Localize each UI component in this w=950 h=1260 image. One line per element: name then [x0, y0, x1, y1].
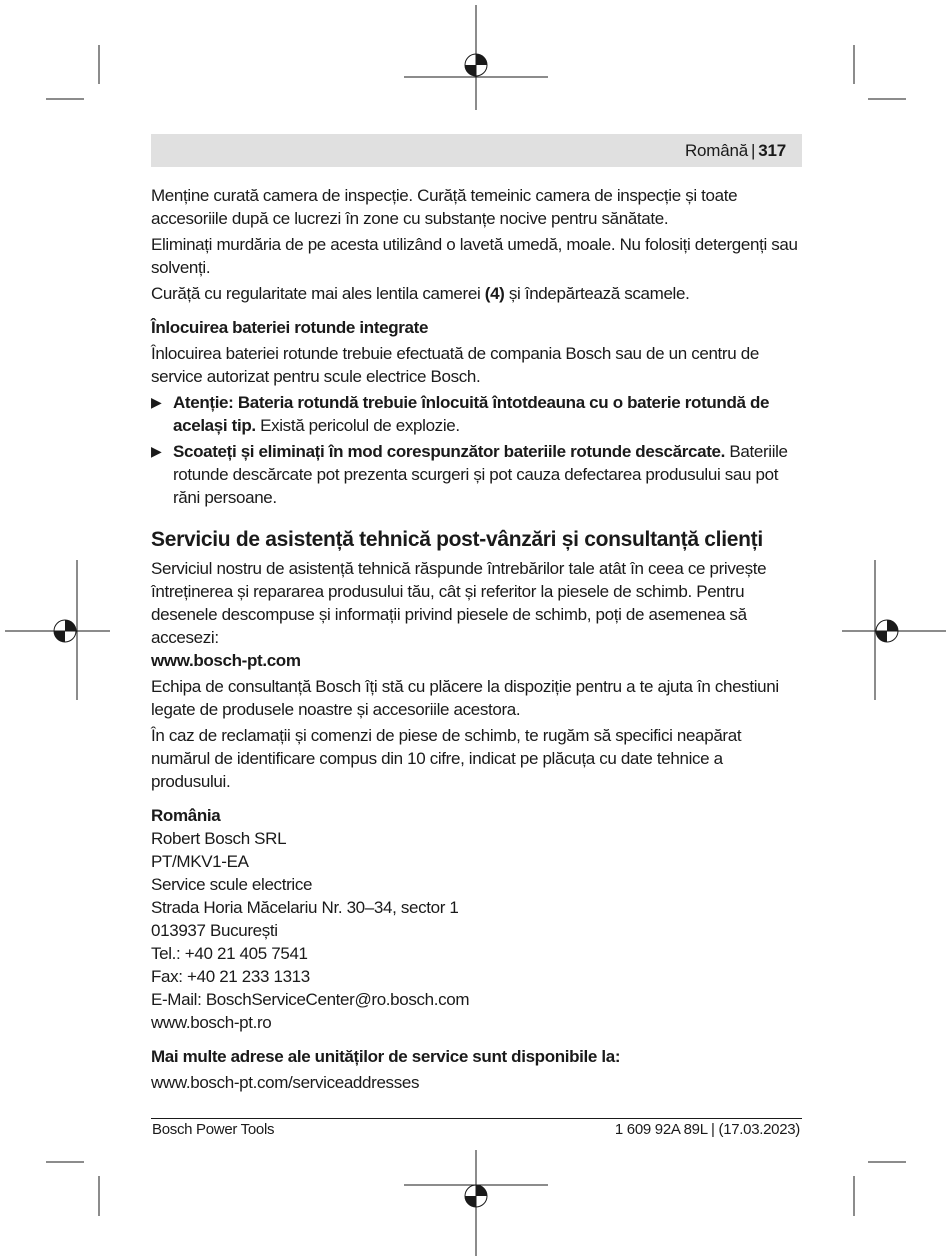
- address-email: E-Mail: BoschServiceCenter@ro.bosch.com: [151, 990, 470, 1009]
- service-url: www.bosch-pt.com: [151, 651, 301, 670]
- battery-intro: Înlocuirea bateriei rotunde trebuie efectuată de compania Bosch sau de un centru de service autorizat pentru scule electrice Bosch.: [151, 344, 759, 386]
- header-separator: |: [751, 141, 756, 160]
- service-paragraph-3: În caz de reclamații și comenzi de piese de schimb, te rugăm să specifici neapărat numărul de identificare compus din 10 cifre, indicat pe plăcuța cu date tehnice a produsului.: [151, 726, 742, 791]
- header-text: [685, 141, 786, 161]
- address-line: Strada Horia Măcelariu Nr. 30–34, sector 1: [151, 898, 459, 917]
- address-line: Robert Bosch SRL: [151, 829, 287, 848]
- battery-warning-2: [151, 440, 802, 509]
- address-line: Service scule electrice: [151, 875, 313, 894]
- care-p3-text: Curăță cu regularitate mai ales lentila camerei: [151, 284, 485, 303]
- care-paragraph-2: Eliminați murdăria de pe acesta utilizând o lavetă umedă, moale. Nu folosiți detergenți sau solvenți.: [151, 235, 798, 277]
- address-country: România: [151, 806, 221, 825]
- service-heading: Serviciu de asistență tehnică post-vânzări și consultanță clienți: [151, 528, 763, 551]
- battery-heading: Înlocuirea bateriei rotunde integrate: [151, 318, 429, 337]
- care-paragraph-3: [151, 282, 802, 305]
- service-paragraph-2: Echipa de consultanță Bosch îți stă cu plăcere la dispoziție pentru a te ajuta în chestiuni legate de produsele noastre și accesoriile acestora.: [151, 677, 779, 719]
- bullet-triangle-icon: ▶: [151, 443, 162, 459]
- footer-brand: Bosch Power Tools: [152, 1121, 275, 1138]
- lens-reference: (4): [484, 284, 505, 303]
- warning-2-text: Bateriile rotunde descărcate pot prezenta scurgeri și pot cauza defectarea produsului sau pot răni persoane.: [173, 442, 788, 507]
- main-content: [151, 184, 802, 1094]
- service-paragraph-1: Serviciul nostru de asistență tehnică răspunde întrebărilor tale atât în ceea ce privește întreținerea și repararea produsului tău, cât și referitor la piesele de schimb. Pentru desenele descompuse și informații privind piesele de schimb, poți de asemenea să accesezi:: [151, 559, 767, 647]
- care-paragraph-1: Menține curată camera de inspecție. Curăță temeinic camera de inspecție și toate accesoriile după ce lucrezi în zone cu substanțe nocive pentru sănătate.: [151, 186, 738, 228]
- warning-1-text: Există pericolul de explozie.: [255, 416, 460, 435]
- bullet-triangle-icon: ▶: [151, 394, 162, 410]
- more-addresses-heading: Mai multe adrese ale unităților de service sunt disponibile la:: [151, 1047, 621, 1066]
- footer-doc-id: 1 609 92A 89L | (17.03.2023): [614, 1121, 800, 1138]
- warning-2-bold: Scoateți și eliminați în mod corespunzător bateriile rotunde descărcate.: [173, 442, 726, 461]
- page-header: [151, 134, 802, 167]
- warning-1-bold: Atenție: Bateria rotundă trebuie înlocuită întotdeauna cu o baterie rotundă de același tip.: [173, 393, 770, 435]
- header-language: Română: [684, 141, 749, 160]
- address-fax: Fax: +40 21 233 1313: [151, 967, 310, 986]
- page-number: 317: [758, 141, 786, 160]
- address-phone: Tel.: +40 21 405 7541: [151, 944, 308, 963]
- address-line: PT/MKV1-EA: [151, 852, 249, 871]
- battery-warning-1: [151, 391, 802, 437]
- more-addresses-url: www.bosch-pt.com/serviceaddresses: [151, 1073, 420, 1092]
- address-website: www.bosch-pt.ro: [151, 1013, 272, 1032]
- care-p3-tail: și îndepărtează scamele.: [504, 284, 690, 303]
- footer-rule: [151, 1118, 802, 1119]
- address-line: 013937 București: [151, 921, 278, 940]
